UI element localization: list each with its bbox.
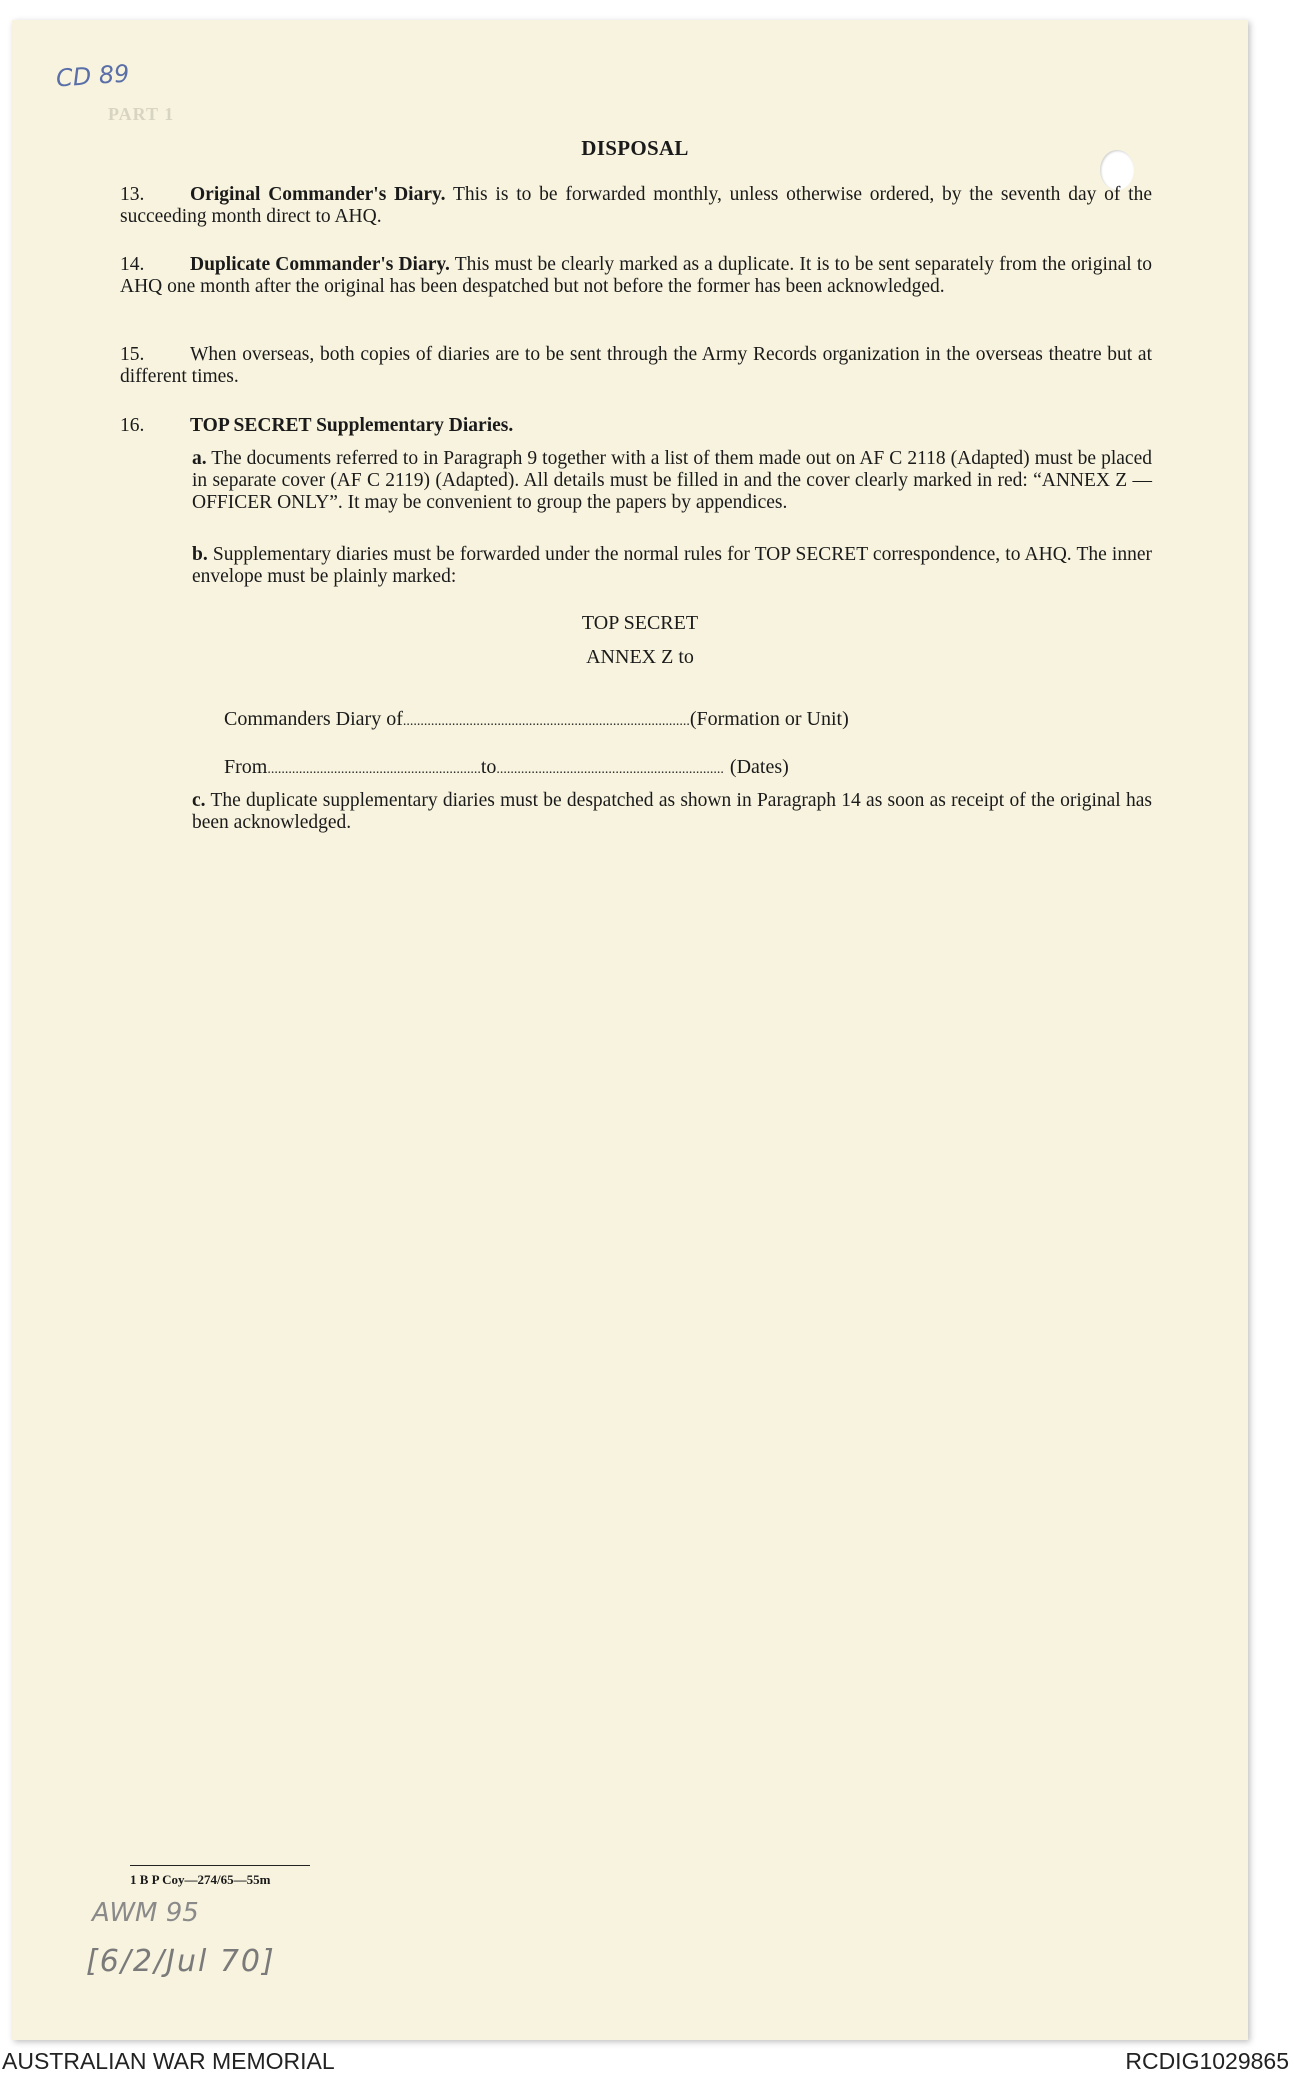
handwritten-awm-ref: AWM 95 (92, 1898, 199, 1928)
page-title: DISPOSAL (581, 136, 689, 160)
paragraph-title: Duplicate Commander's Diary. (190, 254, 450, 275)
form-label-to: to (480, 756, 497, 778)
document-page (12, 20, 1248, 2040)
paragraph-16 (120, 415, 1152, 437)
subparagraph-b (192, 544, 1152, 588)
paragraph-text: This is to be forwarded monthly, unless otherwise ordered, by the seventh day of the succeeding month direct to AHQ. (120, 184, 1153, 227)
paragraph-14 (120, 254, 1152, 298)
subparagraph-text: The duplicate supplementary diaries must be despatched as shown in Paragraph 14 as soon as receipt of the original has been acknowledged. (192, 790, 1152, 833)
paragraph-title: Original Commander's Diary. (190, 184, 446, 205)
subparagraph-text: Supplementary diaries must be forwarded under the normal rules for TOP SECRET correspondence, to AHQ. The inner envelope must be plainly marked: (192, 544, 1152, 587)
form-line-diary-of (224, 708, 849, 731)
form-dots: ................................................................. (496, 762, 724, 777)
form-dots: ............................................................. (267, 762, 481, 777)
subparagraph-label: a. (192, 448, 207, 469)
form-line-dates (224, 756, 789, 779)
subparagraph-text: The documents referred to in Paragraph 9 together with a list of them made out on AF C 2118 (Adapted) must be placed in separate cover (AF C 2119) (Adapted). All details must be filled in and the cover clearly marked in red: “ANNEX Z — OFFICER ONLY”. It may be convenient to group the papers by appendices. (192, 448, 1152, 513)
form-dots: .................................................................................. (402, 714, 690, 729)
faint-part-stamp: PART 1 (108, 104, 175, 124)
paragraph-number: 15. (120, 344, 145, 365)
form-suffix: (Dates) (729, 756, 789, 778)
subparagraph-c (192, 790, 1152, 834)
paragraph-number: 14. (120, 254, 145, 275)
paragraph-text: This must be clearly marked as a duplicate. It is to be sent separately from the original to AHQ one month after the original has been despatched but not before the former has been acknowledged. (120, 254, 1152, 297)
paragraph-13 (120, 184, 1152, 228)
paragraph-number: 16. (120, 415, 145, 436)
paragraph-title: TOP SECRET Supplementary Diaries. (190, 415, 514, 436)
archive-caption-left: AUSTRALIAN WAR MEMORIAL (2, 2048, 335, 2074)
marking-top-secret: TOP SECRET (581, 612, 699, 634)
handwritten-date-ref: [6/2/Jul 70] (86, 1944, 276, 1979)
marking-annex-z: ANNEX Z to (586, 646, 694, 668)
form-label: Commanders Diary of (224, 708, 403, 730)
subparagraph-label: c. (192, 790, 206, 811)
paragraph-15 (120, 344, 1152, 388)
subparagraph-label: b. (192, 544, 208, 565)
printer-code: 1 B P Coy—274/65—55m (130, 1872, 271, 1887)
paragraph-number: 13. (120, 184, 145, 205)
handwritten-ref-top: CD 89 (55, 59, 131, 93)
subparagraph-a (192, 448, 1152, 514)
paragraph-text: When overseas, both copies of diaries are to be sent through the Army Records organization in the overseas theatre but at different times. (120, 344, 1152, 387)
form-label-from: From (224, 756, 268, 778)
form-suffix: (Formation or Unit) (689, 708, 849, 730)
footer-rule (130, 1865, 310, 1866)
archive-caption-right: RCDIG1029865 (1125, 2048, 1289, 2074)
